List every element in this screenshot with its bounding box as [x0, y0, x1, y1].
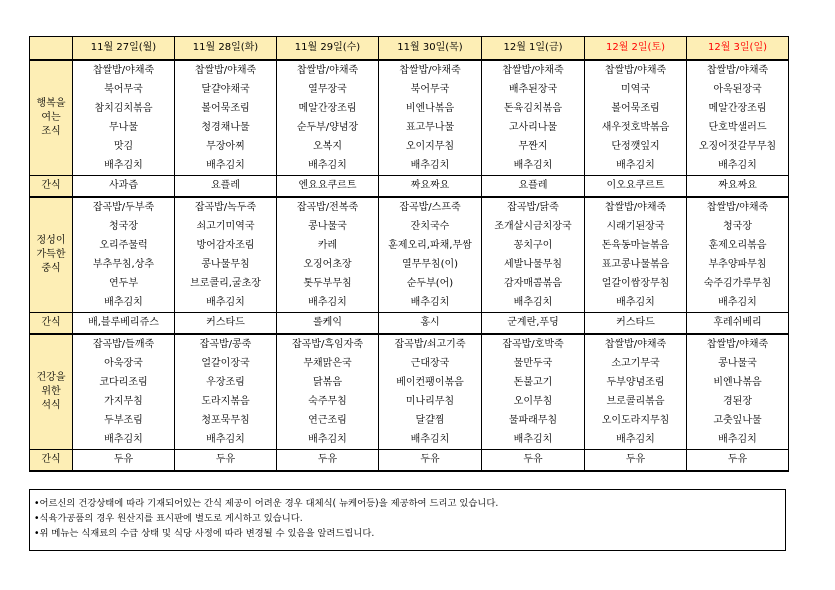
menu-item: 연두부 [109, 278, 138, 289]
note-line: •위 메뉴는 식재료의 수급 상태 및 식당 사정에 따라 변경될 수 있음을 알려드립니다. [34, 528, 375, 539]
menu-item: 근대장국 [410, 358, 450, 369]
menu-item: 찹쌀밥/야채죽 [604, 202, 667, 213]
menu-item: 배추김치 [616, 434, 655, 445]
menu-item: 달걀야채국 [201, 84, 250, 95]
menu-item: 얼갈이장국 [201, 358, 250, 369]
menu-item: 감자매콤볶음 [504, 278, 562, 289]
menu-item: 두유 [113, 454, 134, 465]
menu-cell [175, 313, 277, 335]
menu-item: 배추김치 [308, 297, 347, 308]
menu-item: 배추김치 [718, 434, 757, 445]
menu-item: 부추양파무침 [708, 259, 767, 270]
menu-item: 도라지볶음 [201, 396, 250, 407]
menu-cell [585, 450, 687, 472]
menu-cell [687, 334, 789, 450]
menu-cell [585, 334, 687, 450]
menu-cell [277, 60, 379, 176]
menu-item: 열무장국 [308, 84, 347, 95]
menu-item: 달걀찜 [415, 415, 445, 426]
menu-item: 배,블루베리쥬스 [88, 317, 159, 328]
menu-item: 잔치국수 [410, 221, 450, 232]
menu-item: 배추김치 [206, 160, 245, 171]
menu-cell [379, 450, 482, 472]
menu-item: 짜요짜요 [718, 180, 757, 191]
date-header-row [30, 37, 789, 61]
snack-row [30, 450, 789, 472]
menu-item: 찹쌀밥/야채죽 [399, 65, 461, 76]
menu-item: 얼갈이쌈장무침 [601, 278, 670, 289]
menu-item: 순두부(어) [406, 278, 454, 289]
menu-item: 롤케익 [313, 317, 342, 328]
meal-category: 간식 [30, 313, 73, 335]
date-header: 11월 27일(월) [73, 37, 175, 61]
menu-item: 찹쌀밥/야채죽 [92, 65, 155, 76]
menu-item: 배추김치 [308, 160, 347, 171]
menu-item: 두유 [523, 454, 543, 465]
menu-item: 소고기무국 [611, 358, 660, 369]
snack-row [30, 313, 789, 335]
menu-item: 배추김치 [104, 160, 143, 171]
menu-item: 숙주무침 [308, 396, 347, 407]
menu-cell [175, 450, 277, 472]
menu-cell [277, 313, 379, 335]
date-header: 12월 2일(토) [585, 37, 687, 61]
weekly-menu-table [29, 36, 789, 472]
menu-cell [585, 60, 687, 176]
menu-cell [379, 313, 482, 335]
menu-item: 비엔나볶음 [405, 103, 455, 114]
menu-item: 배추김치 [513, 160, 553, 171]
menu-item: 훈제오리,파채,무쌈 [388, 240, 472, 251]
menu-item: 가지무침 [104, 396, 143, 407]
menu-item: 볼어묵조림 [611, 103, 660, 114]
menu-item: 닭볶음 [313, 377, 342, 388]
menu-cell [482, 450, 585, 472]
menu-item: 요플레 [211, 180, 240, 191]
menu-item: 세발나물무침 [504, 259, 562, 270]
menu-cell [687, 176, 789, 198]
menu-item: 배추김치 [410, 160, 450, 171]
menu-item: 톳두부무침 [303, 278, 352, 289]
menu-item: 배추김치 [104, 297, 143, 308]
meal-category: 간식 [30, 176, 73, 198]
menu-item: 잡곡밥/녹두죽 [194, 202, 257, 213]
meal-category: 행복을 여는 조식 [30, 60, 73, 176]
menu-cell [73, 60, 175, 176]
menu-item: 두유 [215, 454, 236, 465]
menu-item: 코다리조림 [99, 377, 148, 388]
menu-item: 배추김치 [513, 297, 553, 308]
note-line: •식육가공품의 경우 원산지를 표시판에 별도로 게시하고 있습니다. [34, 513, 303, 524]
menu-cell [585, 313, 687, 335]
menu-item: 경된장 [723, 396, 752, 407]
menu-item: 고춧잎나물 [713, 415, 762, 426]
menu-cell [277, 334, 379, 450]
menu-item: 청경채나물 [201, 122, 250, 133]
menu-item: 오이지무침 [405, 141, 455, 152]
menu-item: 메알간장조림 [298, 103, 357, 114]
menu-item: 찹쌀밥/야채죽 [706, 339, 769, 350]
menu-cell [175, 176, 277, 198]
menu-item: 우장조림 [206, 377, 245, 388]
menu-item: 이오요쿠르트 [606, 180, 665, 191]
meal-row [30, 60, 789, 176]
menu-item: 참치김치볶음 [94, 103, 153, 114]
menu-item: 찹쌀밥/야채죽 [604, 339, 667, 350]
menu-cell [277, 450, 379, 472]
menu-cell [379, 176, 482, 198]
menu-item: 비엔나볶음 [713, 377, 762, 388]
menu-cell [175, 197, 277, 313]
menu-item: 두유 [625, 454, 646, 465]
corner-cell [30, 37, 73, 61]
menu-item: 열무무침(이) [401, 259, 459, 270]
menu-cell [73, 197, 175, 313]
notes-box [29, 489, 786, 551]
meal-row [30, 334, 789, 450]
menu-item: 부추무침,상추 [92, 259, 155, 270]
menu-item: 잡곡밥/스프죽 [399, 202, 461, 213]
menu-item: 돈육동마늘볶음 [601, 240, 670, 251]
menu-item: 단호박샐러드 [708, 122, 767, 133]
menu-item: 찹쌀밥/야채죽 [706, 65, 769, 76]
menu-item: 배추김치 [616, 297, 655, 308]
menu-item: 두부조림 [104, 415, 143, 426]
menu-item: 배추김치 [308, 434, 347, 445]
menu-item: 짜요짜요 [410, 180, 450, 191]
menu-item: 배추김치 [616, 160, 655, 171]
date-header: 11월 29일(수) [277, 37, 379, 61]
menu-item: 돈육김치볶음 [504, 103, 562, 114]
menu-item: 배추된장국 [508, 84, 558, 95]
menu-item: 두부양념조림 [606, 377, 665, 388]
menu-item: 단정깻잎지 [611, 141, 660, 152]
menu-cell [73, 450, 175, 472]
menu-cell [482, 176, 585, 198]
menu-item: 미역국 [621, 84, 650, 95]
menu-cell [277, 197, 379, 313]
menu-item: 잡곡밥/전복죽 [296, 202, 359, 213]
menu-item: 훈제오리볶음 [708, 240, 767, 251]
menu-item: 엔요요쿠르트 [298, 180, 357, 191]
menu-cell [73, 176, 175, 198]
menu-cell [687, 450, 789, 472]
menu-item: 표고콩나물볶음 [601, 259, 670, 270]
menu-item: 오리주물럭 [99, 240, 148, 251]
menu-cell [175, 334, 277, 450]
meal-category: 정성이 가득한 중식 [30, 197, 73, 313]
note-line: •어르신의 건강상태에 따라 기재되어있는 간식 제공이 어려운 경우 대체식( 뉴케어등)을 제공하여 드리고 있습니다. [34, 498, 499, 509]
menu-item: 잡곡밥/흑임자죽 [292, 339, 363, 350]
menu-item: 홍시 [420, 317, 440, 328]
menu-item: 배추김치 [718, 160, 757, 171]
menu-item: 잡곡밥/호박죽 [502, 339, 564, 350]
meal-row [30, 197, 789, 313]
menu-cell [482, 334, 585, 450]
menu-item: 연근조림 [308, 415, 347, 426]
menu-item: 물파래무침 [508, 415, 558, 426]
menu-item: 오복지 [313, 141, 342, 152]
menu-cell [482, 313, 585, 335]
menu-item: 맛김 [113, 141, 134, 152]
menu-item: 배추김치 [206, 297, 245, 308]
menu-cell [175, 60, 277, 176]
menu-item: 커스타드 [616, 317, 655, 328]
menu-cell [379, 334, 482, 450]
menu-item: 찹쌀밥/야채죽 [706, 202, 769, 213]
menu-item: 무나물 [109, 122, 138, 133]
menu-cell [73, 313, 175, 335]
menu-cell [379, 197, 482, 313]
menu-item: 아욱된장국 [713, 84, 762, 95]
menu-item: 콩나물국 [308, 221, 347, 232]
date-header: 12월 3일(일) [687, 37, 789, 61]
menu-item: 새우젓호박볶음 [601, 122, 670, 133]
menu-item: 두유 [727, 454, 748, 465]
meal-category: 건강을 위한 석식 [30, 334, 73, 450]
menu-item: 베이컨팽이볶음 [396, 377, 464, 388]
menu-item: 찹쌀밥/야채죽 [604, 65, 667, 76]
menu-item: 잡곡밥/콩죽 [199, 339, 252, 350]
menu-cell [585, 197, 687, 313]
snack-row [30, 176, 789, 198]
menu-item: 볼어묵조림 [201, 103, 250, 114]
menu-item: 콩나물무침 [201, 259, 250, 270]
menu-item: 숙주김가루무침 [703, 278, 772, 289]
menu-item: 무짠지 [518, 141, 548, 152]
menu-cell [482, 60, 585, 176]
menu-cell [687, 197, 789, 313]
menu-item: 무장아찌 [206, 141, 245, 152]
menu-item: 카레 [317, 240, 338, 251]
meal-category: 간식 [30, 450, 73, 472]
menu-item: 잡곡밥/닭죽 [507, 202, 559, 213]
menu-item: 후레쉬베리 [713, 317, 762, 328]
menu-item: 사과즙 [109, 180, 138, 191]
menu-item: 찹쌀밥/야채죽 [502, 65, 564, 76]
menu-item: 쇠고기미역국 [196, 221, 255, 232]
menu-item: 콩나물국 [718, 358, 757, 369]
menu-item: 순두부/양념장 [296, 122, 359, 133]
date-header: 11월 30일(목) [379, 37, 482, 61]
menu-item: 청국장 [109, 221, 138, 232]
menu-item: 찹쌀밥/야채죽 [194, 65, 257, 76]
menu-item: 메알간장조림 [708, 103, 767, 114]
menu-item: 배추김치 [718, 297, 757, 308]
menu-item: 배추김치 [104, 434, 143, 445]
menu-item: 두유 [317, 454, 338, 465]
menu-item: 오이도라지무침 [601, 415, 670, 426]
menu-item: 배추김치 [410, 434, 450, 445]
menu-cell [482, 197, 585, 313]
menu-item: 오이무침 [513, 396, 553, 407]
menu-item: 미나리무침 [405, 396, 455, 407]
menu-item: 물만두국 [513, 358, 553, 369]
menu-item: 잡곡밥/쇠고기죽 [394, 339, 466, 350]
menu-item: 배추김치 [410, 297, 450, 308]
menu-item: 잡곡밥/들깨죽 [92, 339, 155, 350]
menu-cell [73, 334, 175, 450]
menu-item: 청포묵무침 [201, 415, 250, 426]
menu-item: 시래기된장국 [606, 221, 665, 232]
menu-cell [687, 313, 789, 335]
menu-item: 잡곡밥/두부죽 [92, 202, 155, 213]
menu-cell [277, 176, 379, 198]
menu-item: 요플레 [518, 180, 548, 191]
date-header: 12월 1일(금) [482, 37, 585, 61]
menu-item: 배추김치 [513, 434, 553, 445]
menu-item: 배추김치 [206, 434, 245, 445]
menu-cell [379, 60, 482, 176]
menu-item: 방어감자조림 [196, 240, 255, 251]
menu-item: 커스타드 [206, 317, 245, 328]
menu-item: 브로콜리볶음 [606, 396, 665, 407]
menu-item: 찹쌀밥/야채죽 [296, 65, 359, 76]
menu-item: 고사리나물 [508, 122, 558, 133]
menu-item: 청국장 [723, 221, 752, 232]
date-header: 11월 28일(화) [175, 37, 277, 61]
menu-item: 두유 [420, 454, 440, 465]
menu-item: 무채맑은국 [303, 358, 352, 369]
menu-item: 돈불고기 [513, 377, 553, 388]
menu-item: 조개살시금치장국 [494, 221, 572, 232]
menu-item: 북어무국 [410, 84, 450, 95]
menu-item: 북어무국 [104, 84, 143, 95]
menu-item: 아욱장국 [104, 358, 143, 369]
menu-item: 오징어초장 [303, 259, 352, 270]
menu-item: 꽁치구이 [513, 240, 553, 251]
menu-item: 오징어젓갈무무침 [698, 141, 777, 152]
menu-item: 표고무나물 [405, 122, 455, 133]
menu-cell [585, 176, 687, 198]
menu-item: 브로콜리,굴초장 [190, 278, 261, 289]
menu-item: 군계란,푸딩 [507, 317, 559, 328]
menu-cell [687, 60, 789, 176]
